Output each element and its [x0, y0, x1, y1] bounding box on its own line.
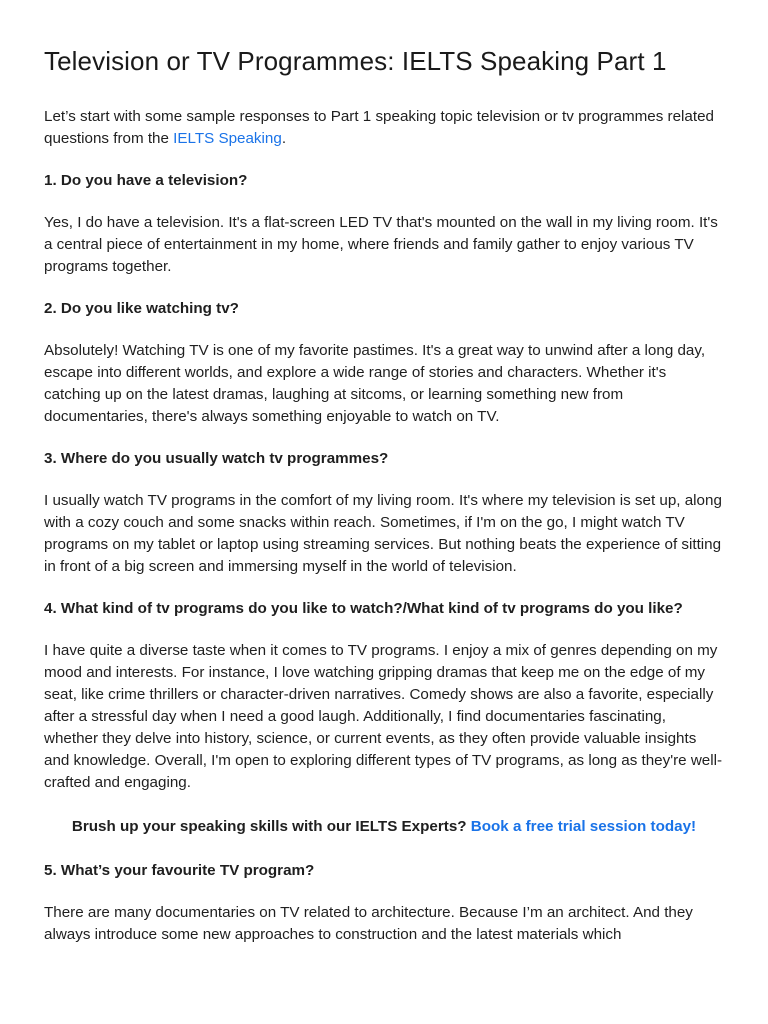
cta-banner	[44, 816, 724, 838]
question-2: 2. Do you like watching tv?	[44, 300, 239, 317]
page-title: Television or TV Programmes: IELTS Speaking Part 1	[44, 46, 667, 76]
answer-4: I have quite a diverse taste when it comes to TV programs. I enjoy a mix of genres depending on my mood and interests. For instance, I love watching gripping dramas that keep me on the edge of my seat, like crime thrillers or character-driven narratives. Comedy shows are also a favorite, especially after a stressful day when I need a good laugh. Additionally, I find documentaries fascinating, whether they delve into history, science, or current events, as they often provide valuable insights and knowledge. Overall, I'm open to exploring different types of TV programs, as long as they're well-crafted and engaging.	[44, 642, 723, 791]
book-trial-link[interactable]: Book a free trial session today!	[470, 818, 697, 835]
cta-text: Brush up your speaking skills with our IELTS Experts?	[71, 818, 471, 835]
ielts-speaking-link[interactable]: IELTS Speaking	[173, 130, 282, 147]
question-3: 3. Where do you usually watch tv programmes?	[44, 450, 389, 467]
answer-2: Absolutely! Watching TV is one of my favorite pastimes. It's a great way to unwind after a long day, escape into different worlds, and explore a wide range of stories and characters. Whether it's catching up on the latest dramas, laughing at sitcoms, or learning something new from documentaries, there's always something enjoyable to watch on TV.	[44, 342, 706, 425]
question-1: 1. Do you have a television?	[44, 172, 248, 189]
question-5: 5. What’s your favourite TV program?	[44, 862, 315, 879]
answer-1: Yes, I do have a television. It's a flat-screen LED TV that's mounted on the wall in my living room. It's a central piece of entertainment in my home, where friends and family gather to enjoy various TV programs together.	[44, 214, 718, 275]
answer-3: I usually watch TV programs in the comfort of my living room. It's where my television is set up, along with a cozy couch and some snacks within reach. Sometimes, if I'm on the go, I might watch TV programs on my tablet or laptop using streaming services. But nothing beats the experience of sitting in front of a big screen and immersing myself in the world of television.	[44, 492, 722, 575]
intro-text: Let’s start with some sample responses to Part 1 speaking topic television or tv programmes related questions from the	[44, 108, 714, 147]
intro-text-end: .	[281, 130, 287, 147]
question-4: 4. What kind of tv programs do you like to watch?/What kind of tv programs do you like?	[44, 600, 683, 617]
intro-paragraph	[44, 106, 724, 150]
answer-5: There are many documentaries on TV related to architecture. Because I’m an architect. And they always introduce some new approaches to construction and the latest materials which	[44, 904, 693, 943]
